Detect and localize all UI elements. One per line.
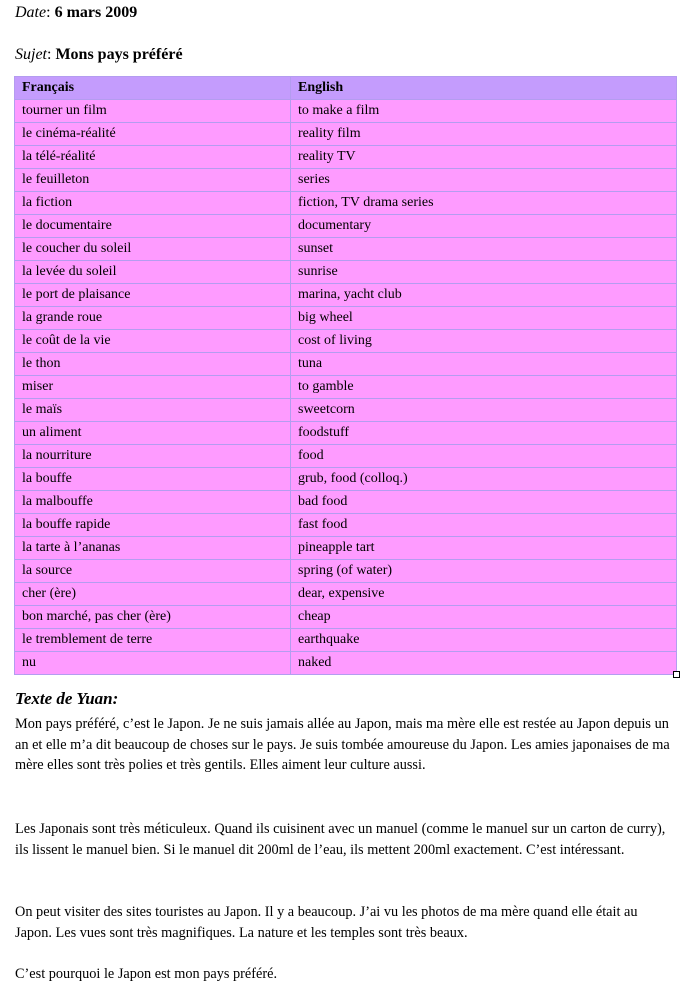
subject-line: Sujet: Mons pays préféré	[15, 46, 183, 63]
cell-french: la bouffe rapide	[15, 514, 291, 537]
table-row	[15, 537, 677, 560]
table-row	[15, 146, 677, 169]
table-row	[15, 652, 677, 675]
cell-french: miser	[15, 376, 291, 399]
table-row	[15, 192, 677, 215]
cell-english: cost of living	[291, 330, 677, 353]
cell-french: la bouffe	[15, 468, 291, 491]
cell-french: le feuilleton	[15, 169, 291, 192]
table-row	[15, 307, 677, 330]
table-row	[15, 376, 677, 399]
vocabulary-table	[14, 76, 677, 675]
cell-french: tourner un film	[15, 100, 291, 123]
cell-english: sunrise	[291, 261, 677, 284]
cell-french: le port de plaisance	[15, 284, 291, 307]
cell-english: sunset	[291, 238, 677, 261]
cell-english: marina, yacht club	[291, 284, 677, 307]
cell-english: reality film	[291, 123, 677, 146]
date-line: Date: 6 mars 2009	[15, 4, 138, 21]
cell-french: la télé-réalité	[15, 146, 291, 169]
table-row	[15, 284, 677, 307]
cell-french: la nourriture	[15, 445, 291, 468]
cell-english: series	[291, 169, 677, 192]
cell-french: un aliment	[15, 422, 291, 445]
paragraph: C’est pourquoi le Japon est mon pays préféré.	[15, 966, 278, 982]
cell-english: food	[291, 445, 677, 468]
text-title: Texte de Yuan:	[15, 689, 119, 708]
table-row	[15, 238, 677, 261]
cell-french: le tremblement de terre	[15, 629, 291, 652]
table-row	[15, 560, 677, 583]
paragraph: On peut visiter des sites touristes au Japon. Il y a beaucoup. J’ai vu les photos de ma mère quand elle était au Japon. Les vues sont très magnifiques. La nature et les temples sont très beaux.	[15, 904, 638, 941]
cell-english: bad food	[291, 491, 677, 514]
cell-english: foodstuff	[291, 422, 677, 445]
cell-english: spring (of water)	[291, 560, 677, 583]
date-value: 6 mars 2009	[54, 4, 138, 21]
cell-french: le documentaire	[15, 215, 291, 238]
cell-french: le coucher du soleil	[15, 238, 291, 261]
cell-french: nu	[15, 652, 291, 675]
table-row	[15, 606, 677, 629]
cell-english: pineapple tart	[291, 537, 677, 560]
cell-french: bon marché, pas cher (ère)	[15, 606, 291, 629]
cell-english: to make a film	[291, 100, 677, 123]
table-row	[15, 330, 677, 353]
vocabulary-table-body	[15, 100, 677, 675]
header-french: Français	[15, 77, 291, 100]
paragraph: Les Japonais sont très méticuleux. Quand ils cuisinent avec un manuel (comme le manuel sur un carton de curry), ils lissent le manuel bien. Si le manuel dit 200ml de l’eau, ils mettent 200ml exactement. C’est intéressant.	[15, 821, 666, 858]
table-row	[15, 583, 677, 606]
table-row	[15, 468, 677, 491]
cell-french: le maïs	[15, 399, 291, 422]
cell-english: cheap	[291, 606, 677, 629]
table-resize-handle[interactable]	[673, 671, 680, 678]
cell-english: naked	[291, 652, 677, 675]
cell-english: dear, expensive	[291, 583, 677, 606]
cell-french: cher (ère)	[15, 583, 291, 606]
cell-english: reality TV	[291, 146, 677, 169]
cell-english: sweetcorn	[291, 399, 677, 422]
cell-french: la grande roue	[15, 307, 291, 330]
header-english: English	[291, 77, 677, 100]
table-row	[15, 399, 677, 422]
date-label: Date	[15, 4, 47, 21]
cell-french: le cinéma-réalité	[15, 123, 291, 146]
cell-english: grub, food (colloq.)	[291, 468, 677, 491]
cell-english: to gamble	[291, 376, 677, 399]
cell-english: fiction, TV drama series	[291, 192, 677, 215]
cell-french: la fiction	[15, 192, 291, 215]
subject-value: Mons pays préféré	[55, 46, 183, 63]
table-header-row	[15, 77, 677, 100]
cell-english: tuna	[291, 353, 677, 376]
cell-english: fast food	[291, 514, 677, 537]
table-row	[15, 445, 677, 468]
table-row	[15, 422, 677, 445]
table-row	[15, 261, 677, 284]
table-row	[15, 353, 677, 376]
table-row	[15, 169, 677, 192]
cell-french: le thon	[15, 353, 291, 376]
cell-french: le coût de la vie	[15, 330, 291, 353]
table-row	[15, 123, 677, 146]
cell-english: documentary	[291, 215, 677, 238]
table-row	[15, 100, 677, 123]
table-row	[15, 215, 677, 238]
table-row	[15, 491, 677, 514]
cell-french: la malbouffe	[15, 491, 291, 514]
table-row	[15, 514, 677, 537]
cell-english: earthquake	[291, 629, 677, 652]
cell-french: la source	[15, 560, 291, 583]
cell-english: big wheel	[291, 307, 677, 330]
cell-french: la levée du soleil	[15, 261, 291, 284]
paragraph: Mon pays préféré, c’est le Japon. Je ne suis jamais allée au Japon, mais ma mère elle est restée au Japon depuis un an et elle m’a dit beaucoup de choses sur le pays. Je suis tombée amoureuse du Japon. Les amies japonaises de ma mère elles sont très polies et très gentils. Elles aiment leur culture aussi.	[15, 716, 670, 773]
cell-french: la tarte à l’ananas	[15, 537, 291, 560]
table-row	[15, 629, 677, 652]
subject-label: Sujet	[15, 46, 47, 63]
